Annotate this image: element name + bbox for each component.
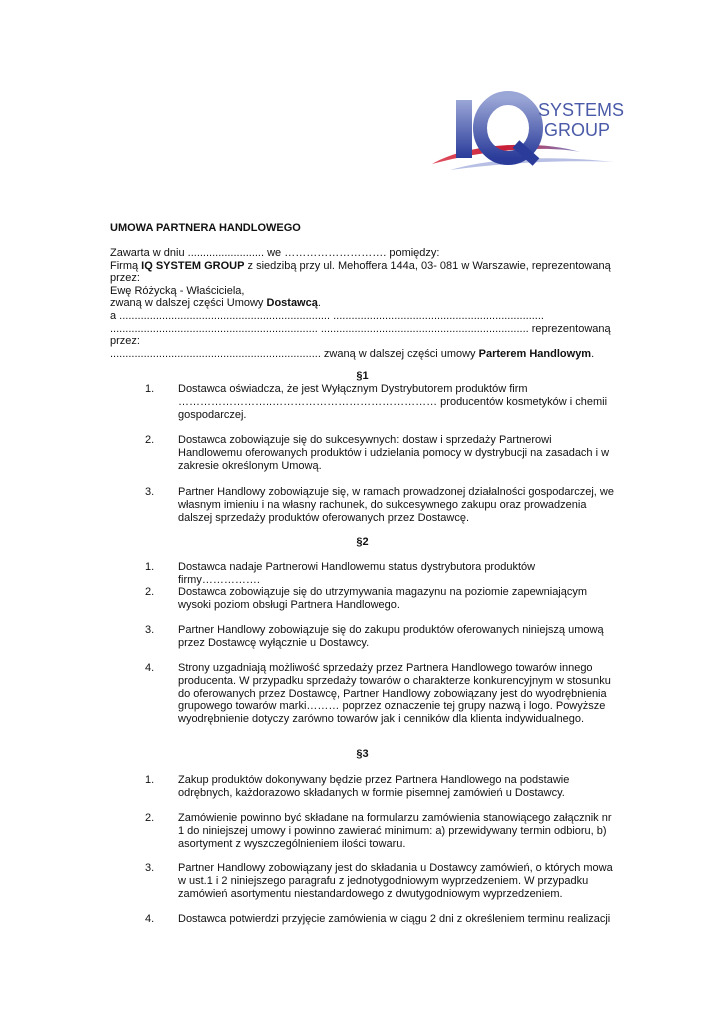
- item-text: Zamówienie powinno być składane na formularzu zamówienia stanowiącego załącznik nr 1 do niniejszej umowy i powinno zawierać minimum: a) przewidywany termin odbioru, b) asortyment z wyszczególnieniem ilości towaru.: [178, 812, 612, 850]
- company-logo: [430, 90, 625, 182]
- item-number: 2.: [145, 812, 155, 824]
- list-item: [145, 561, 615, 587]
- intro-line: .................................................................... .................................................................... reprezentowaną: [110, 322, 611, 335]
- item-text: Dostawca potwierdzi przyjęcie zamówienia w ciągu 2 dni z określeniem terminu realizacji: [178, 913, 611, 925]
- logo-text-systems: SYSTEMS: [538, 100, 625, 120]
- list-item: [145, 862, 615, 900]
- item-text: Zakup produktów dokonywany będzie przez Partnera Handlowego na podstawie odrębnych, każdorazowo składanych w formie pisemnej zamówień u Dostawcy.: [178, 774, 570, 799]
- item-text: Partner Handlowy zobowiązuje się, w ramach prowadzonej działalności gospodarczej, we własnym imieniu i na własny rachunek, do sukcesywnego zakupu oraz prowadzenia dalszej sprzedaży produktów oferowanych przez Dostawcę.: [178, 486, 614, 524]
- intro-line: Zawarta w dniu ......................... we ………………………. pomiędzy:: [110, 247, 440, 259]
- intro-line: ..................................................................... zwaną w dalszej części umowy Parterem Handlowym.: [110, 347, 595, 360]
- list-item: [145, 812, 615, 850]
- intro-line: przez:: [110, 335, 140, 348]
- intro-line: Firmą IQ SYSTEM GROUP z siedzibą przy ul. Mehoffera 144a, 03- 081 w Warszawie, reprezentowaną: [110, 259, 611, 272]
- section-heading-3: §3: [356, 748, 369, 760]
- item-number: 4.: [145, 662, 155, 674]
- list-item: [145, 486, 615, 524]
- item-number: 1.: [145, 561, 155, 573]
- list-item: [145, 774, 615, 800]
- item-text: Partner Handlowy zobowiązany jest do składania u Dostawcy zamówień, o których mowa w ust.1 i 2 niniejszego paragrafu z jednotygodniowym wyprzedzeniem. W przypadku zamówień asortymentu niestandardowego z dwutygodniowym wyprzedzeniem.: [178, 862, 613, 900]
- list-item: [145, 434, 615, 472]
- logo-text-group: GROUP: [544, 120, 611, 140]
- list-item: [145, 662, 615, 726]
- item-text: Dostawca oświadcza, że jest Wyłącznym Dystrybutorem produktów firm ……………………..……………………………………… producentów kosmetyków i chemii gospodarczej.: [178, 383, 608, 421]
- item-number: 3.: [145, 862, 155, 874]
- list-item: [145, 586, 615, 612]
- item-text: Strony uzgadniają możliwość sprzedaży przez Partnera Handlowego towarów innego producenta. W przypadku sprzedaży towarów o charakterze konkurencyjnym w stosunku do oferowanych przez Dostawcę, Partner Handlowy zobowiązany jest do wyodrębnienia grupowego towarów marki……… poprzez oznaczenie tej grupy nazwą i logo. Powyższe wyodrębnienie dotyczy zarówno towarów jak i cenników dla klienta indywidualnego.: [178, 662, 611, 726]
- intro-line: przez:: [110, 272, 140, 285]
- intro-line: a ..................................................................... .....................................................................: [110, 309, 544, 322]
- item-text: Dostawca zobowiązuje się do sukcesywnych: dostaw i sprzedaży Partnerowi Handlowemu oferowanych produktów i udzielania pomocy w dystrybucji na zasadach i w zakresie określonym Umową.: [178, 434, 610, 472]
- list-item: [145, 913, 615, 926]
- intro-line: Ewę Różycką - Właściciela,: [110, 284, 245, 297]
- item-text: Partner Handlowy zobowiązuje się do zakupu produktów oferowanych niniejszą umową przez Dostawcę wyłącznie u Dostawcy.: [178, 624, 604, 649]
- item-number: 3.: [145, 624, 155, 636]
- item-number: 3.: [145, 486, 155, 498]
- document-title: UMOWA PARTNERA HANDLOWEGO: [110, 222, 301, 234]
- section-heading-2: §2: [356, 536, 369, 548]
- list-item: [145, 383, 615, 421]
- contract-intro: [110, 247, 615, 360]
- list-item: [145, 624, 615, 650]
- intro-line: zwaną w dalszej części Umowy Dostawcą.: [110, 297, 321, 310]
- section-heading-1: §1: [356, 370, 369, 382]
- item-text: Dostawca nadaje Partnerowi Handlowemu status dystrybutora produktów firmy…………….: [178, 561, 536, 586]
- item-number: 1.: [145, 774, 155, 786]
- item-number: 4.: [145, 913, 155, 925]
- item-number: 2.: [145, 586, 155, 598]
- item-number: 2.: [145, 434, 155, 446]
- item-text: Dostawca zobowiązuje się do utrzymywania magazynu na poziomie zapewniającym wysoki poziom obsługi Partnera Handlowego.: [178, 586, 588, 611]
- item-number: 1.: [145, 383, 155, 395]
